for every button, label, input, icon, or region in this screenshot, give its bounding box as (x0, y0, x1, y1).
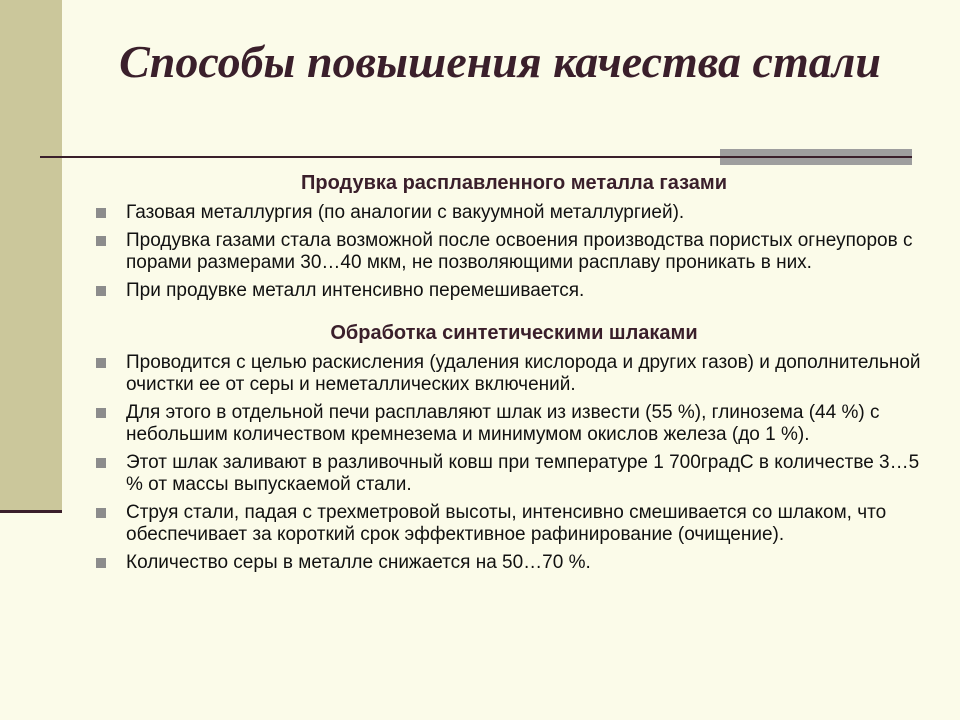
list-item (94, 202, 934, 224)
list-item (94, 552, 934, 574)
list-item-text: Этот шлак заливают в разливочный ковш при температуре 1 700градС в количестве 3…5 % от массы выпускаемой стали. (126, 452, 920, 495)
list-item (94, 452, 934, 496)
square-bullet-icon (96, 508, 106, 518)
square-bullet-icon (96, 286, 106, 296)
list-item (94, 352, 934, 396)
square-bullet-icon (96, 208, 106, 218)
list-item-text: Струя стали, падая с трехметровой высоты, интенсивно смешивается со шлаком, что обеспечивает за короткий срок эффективное рафинирование (очищение). (126, 502, 887, 545)
list-item-text: Проводится с целью раскисления (удаления кислорода и других газов) и дополнительной очистки ее от серы и неметаллических включений. (126, 352, 921, 395)
square-bullet-icon (96, 408, 106, 418)
slide-title: Способы повышения качества стали (119, 36, 881, 87)
title-divider-line (40, 156, 912, 158)
section-heading-synthetic-slag: Обработка синтетическими шлаками (330, 322, 698, 344)
square-bullet-icon (96, 358, 106, 368)
list-item-text: Для этого в отдельной печи расплавляют шлак из извести (55 %), глинозема (44 %) с небольшим количеством кремнезема и минимумом окислов железа (до 1 %). (126, 402, 880, 445)
sidebar-underline (0, 510, 62, 513)
section-heading-gas-blowing: Продувка расплавленного металла газами (300, 172, 728, 194)
list-item (94, 402, 934, 446)
sidebar-band (0, 0, 62, 510)
square-bullet-icon (96, 236, 106, 246)
square-bullet-icon (96, 558, 106, 568)
list-item-text: При продувке металл интенсивно перемешивается. (126, 280, 585, 301)
bullet-list-synthetic-slag (94, 352, 934, 574)
list-item (94, 280, 934, 302)
list-item (94, 502, 934, 546)
list-item-text: Продувка газами стала возможной после освоения производства пористых огнеупоров с порами размерами 30…40 мкм, не позволяющими расплаву проникать в них. (126, 230, 913, 273)
slide-content (94, 170, 934, 574)
square-bullet-icon (96, 458, 106, 468)
bullet-list-gas-blowing (94, 202, 934, 302)
list-item-text: Количество серы в металле снижается на 50…70 %. (126, 552, 591, 573)
list-item-text: Газовая металлургия (по аналогии с вакуумной металлургией). (126, 202, 685, 223)
list-item (94, 230, 934, 274)
